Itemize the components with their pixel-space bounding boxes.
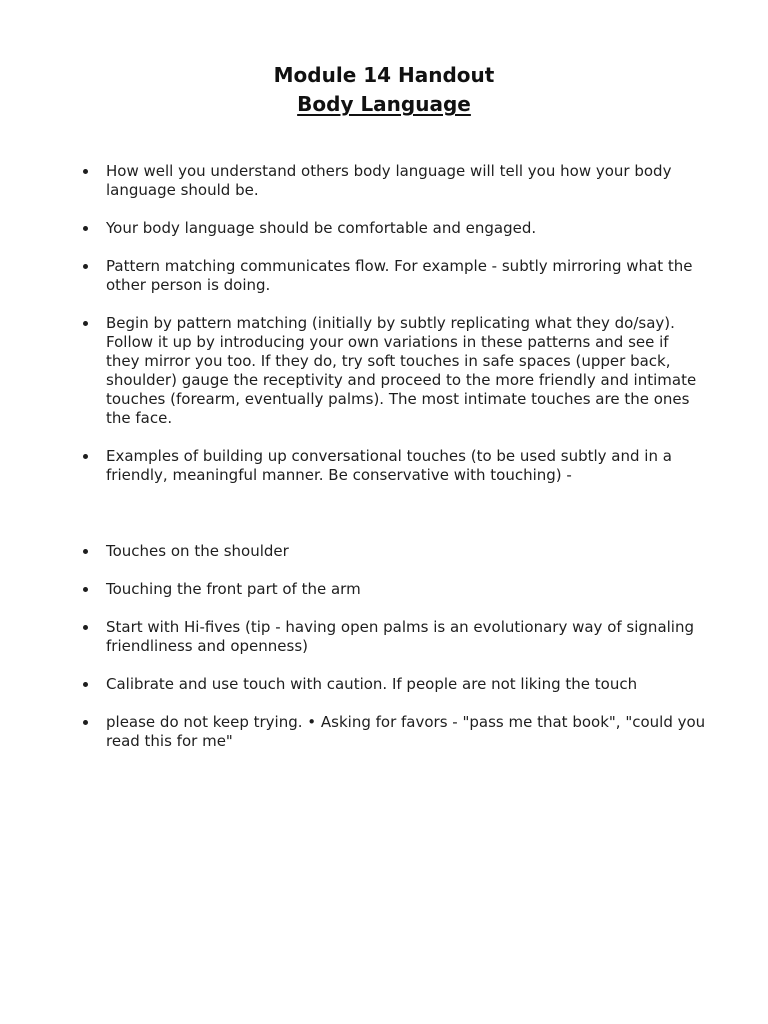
bullet-dot-icon (83, 720, 88, 725)
bullet-text: Start with Hi-fives (tip - having open palms is an evolutionary way of signaling friendliness and openness) (106, 618, 694, 655)
bullet-item (106, 257, 706, 295)
bullet-dot-icon (83, 587, 88, 592)
bullet-dot-icon (83, 321, 88, 326)
bullet-item (106, 580, 706, 599)
bullet-dot-icon (83, 226, 88, 231)
bullet-item (106, 162, 706, 200)
bullet-dot-icon (83, 169, 88, 174)
bullet-text: Begin by pattern matching (initially by subtly replicating what they do/say). Follow it up by introducing your own variations in these patterns and see if they mirror you too. If they do, try soft touches in safe spaces (upper back, shoulder) gauge the receptivity and proceed to the more friendly and intimate touches (forearm, eventually palms). The most intimate touches are the ones the face. (106, 314, 697, 427)
bullet-dot-icon (83, 625, 88, 630)
bullet-text: Pattern matching communicates flow. For example - subtly mirroring what the other person is doing. (106, 257, 693, 294)
page-subtitle (0, 92, 768, 116)
bullet-item (106, 675, 706, 694)
bullet-text: Examples of building up conversational touches (to be used subtly and in a friendly, meaningful manner. Be conservative with touching) - (106, 447, 672, 484)
bullet-dot-icon (83, 549, 88, 554)
bullet-item (106, 618, 706, 656)
bullet-item (106, 542, 706, 561)
bullet-text: How well you understand others body language will tell you how your body language should be. (106, 162, 672, 199)
bullet-item (106, 713, 706, 751)
bullet-dot-icon (83, 682, 88, 687)
page-title: Module 14 Handout (273, 63, 495, 87)
bullet-text: Calibrate and use touch with caution. If people are not liking the touch (106, 675, 638, 693)
bullet-item (106, 314, 706, 428)
bullet-item (106, 447, 706, 485)
bullet-text: Touches on the shoulder (106, 542, 289, 560)
bullet-dot-icon (83, 454, 88, 459)
page-subtitle-text: Body Language (297, 92, 471, 116)
bullet-item (106, 219, 706, 238)
bullet-dot-icon (83, 264, 88, 269)
bullet-text: please do not keep trying. • Asking for favors - "pass me that book", "could you read this for me" (106, 713, 706, 750)
bullet-text: Touching the front part of the arm (106, 580, 361, 598)
bullet-text: Your body language should be comfortable and engaged. (106, 219, 537, 237)
